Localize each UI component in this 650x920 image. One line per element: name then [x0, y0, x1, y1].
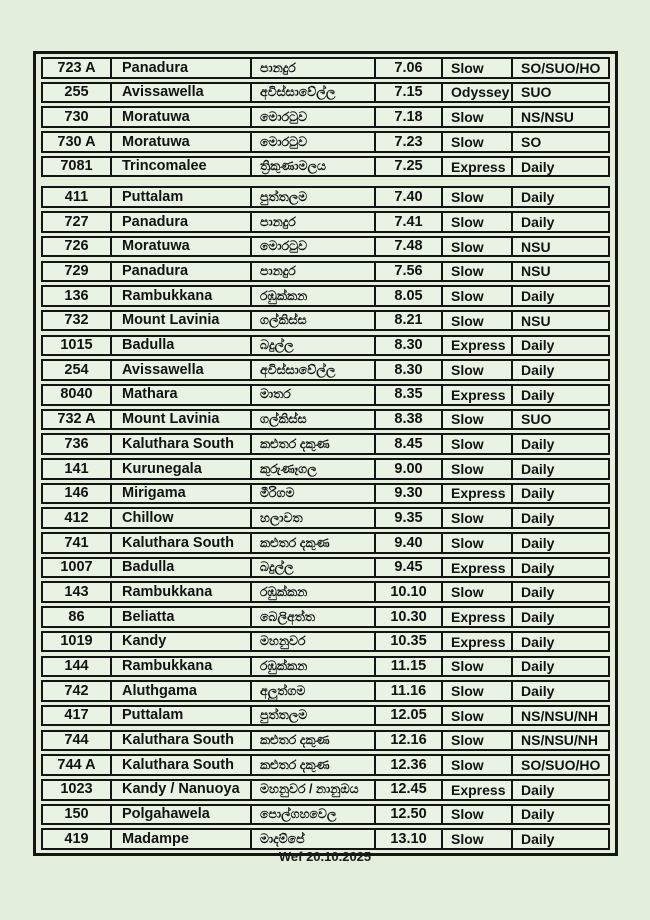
destination-sinhala: කළුතර දකුණ: [252, 756, 376, 774]
destination-english: Moratuwa: [112, 108, 252, 126]
train-number: 730: [43, 108, 112, 126]
table-row: [41, 106, 610, 128]
operating-days: Daily: [521, 658, 555, 675]
train-number: 150: [43, 806, 112, 824]
train-number: 736: [43, 435, 112, 453]
destination-english: Mount Lavinia: [112, 312, 252, 330]
destination-english: Badulla: [112, 337, 252, 355]
operating-days: Daily: [521, 633, 555, 650]
destination-sinhala: පානදුර: [252, 213, 376, 231]
destination-english: Aluthgama: [112, 682, 252, 700]
departure-time: 8.45: [376, 435, 443, 453]
departure-time: 7.23: [376, 133, 443, 151]
train-type: Slow: [443, 756, 513, 774]
departure-time: 8.30: [376, 337, 443, 355]
destination-english: Mount Lavinia: [112, 411, 252, 429]
table-row: [41, 656, 610, 678]
operating-days: Daily: [521, 485, 555, 502]
operating-days: Daily: [521, 287, 555, 304]
departure-time: 12.45: [376, 781, 443, 799]
departure-time: 9.45: [376, 559, 443, 577]
table-row: [41, 754, 610, 776]
table-row: [41, 156, 610, 178]
destination-english: Beliatta: [112, 608, 252, 626]
operating-days: SUO: [521, 411, 552, 428]
destination-sinhala: රඹුක්කන: [252, 287, 376, 305]
operating-days: Daily: [521, 436, 555, 453]
train-type: Slow: [443, 806, 513, 824]
departure-time: 8.05: [376, 287, 443, 305]
table-row: [41, 680, 610, 702]
operating-days: Daily: [521, 510, 555, 527]
operating-days: Daily: [521, 189, 555, 206]
destination-english: Kurunegala: [112, 460, 252, 478]
table-row: [41, 236, 610, 258]
destination-english: Chillow: [112, 509, 252, 527]
destination-sinhala: රඹුක්කන: [252, 658, 376, 676]
operating-days: Daily: [521, 337, 555, 354]
departure-time: 9.35: [376, 509, 443, 527]
train-number: 86: [43, 608, 112, 626]
train-number: 417: [43, 707, 112, 725]
destination-english: Panadura: [112, 263, 252, 281]
departure-time: 9.40: [376, 534, 443, 552]
operating-days: Daily: [521, 608, 555, 625]
destination-sinhala: අලුත්ගම: [252, 682, 376, 700]
train-type: Express: [443, 485, 513, 503]
train-number: 732: [43, 312, 112, 330]
operating-days: Daily: [521, 362, 555, 379]
train-type: Slow: [443, 287, 513, 305]
departure-time: 7.06: [376, 59, 443, 77]
operating-days: Daily: [521, 158, 555, 175]
train-type: Slow: [443, 583, 513, 601]
destination-english: Panadura: [112, 213, 252, 231]
table-row: [41, 57, 610, 79]
departure-time: 12.50: [376, 806, 443, 824]
destination-sinhala: අවිස්සාවේල්ල: [252, 84, 376, 102]
departure-time: 7.48: [376, 238, 443, 256]
table-row: [41, 186, 610, 208]
train-type: Slow: [443, 238, 513, 256]
destination-sinhala: මීරිගම: [252, 485, 376, 503]
operating-days: NSU: [521, 238, 551, 255]
departure-time: 11.16: [376, 682, 443, 700]
destination-sinhala: පොල්ගහවෙල: [252, 806, 376, 824]
train-type: Slow: [443, 435, 513, 453]
train-number: 1007: [43, 559, 112, 577]
destination-english: Kandy: [112, 633, 252, 651]
table-row: [41, 631, 610, 653]
destination-english: Mirigama: [112, 485, 252, 503]
train-number: 254: [43, 361, 112, 379]
departure-time: 8.21: [376, 312, 443, 330]
destination-english: Kandy / Nanuoya: [112, 781, 252, 799]
destination-sinhala: කළුතර දකුණ: [252, 732, 376, 750]
train-type: Express: [443, 608, 513, 626]
train-type: Slow: [443, 509, 513, 527]
departure-time: 7.15: [376, 84, 443, 102]
train-number: 744: [43, 732, 112, 750]
operating-days: Daily: [521, 584, 555, 601]
destination-sinhala: පානදුර: [252, 59, 376, 77]
departure-time: 7.18: [376, 108, 443, 126]
train-number: 411: [43, 188, 112, 206]
operating-days: NS/NSU/NH: [521, 732, 599, 749]
operating-days: NS/NSU: [521, 109, 574, 126]
departure-time: 10.35: [376, 633, 443, 651]
train-number: 143: [43, 583, 112, 601]
train-type: Slow: [443, 830, 513, 848]
table-row: [41, 458, 610, 480]
destination-sinhala: කළුතර දකුණ: [252, 534, 376, 552]
operating-days: NSU: [521, 263, 551, 280]
destination-sinhala: මාතර: [252, 386, 376, 404]
destination-sinhala: මහනුවර: [252, 633, 376, 651]
train-type: Express: [443, 337, 513, 355]
destination-english: Rambukkana: [112, 287, 252, 305]
effective-date: Wef 20.10.2025: [278, 849, 372, 864]
operating-days: NSU: [521, 312, 551, 329]
table-row: [41, 384, 610, 406]
table-row: [41, 261, 610, 283]
destination-sinhala: මොරටුව: [252, 133, 376, 151]
train-number: 146: [43, 485, 112, 503]
train-number: 744 A: [43, 756, 112, 774]
table-row: [41, 606, 610, 628]
departure-time: 9.30: [376, 485, 443, 503]
destination-sinhala: මහනුවර / නානුඔය: [252, 781, 376, 799]
departure-time: 8.30: [376, 361, 443, 379]
departure-time: 7.41: [376, 213, 443, 231]
train-number: 144: [43, 658, 112, 676]
table-row: [41, 310, 610, 332]
train-type: Express: [443, 559, 513, 577]
operating-days: Daily: [521, 559, 555, 576]
train-number: 742: [43, 682, 112, 700]
operating-days: Daily: [521, 781, 555, 798]
table-row: [41, 285, 610, 307]
operating-days: SO: [521, 133, 542, 150]
train-timetable: [33, 51, 618, 856]
train-type: Slow: [443, 59, 513, 77]
departure-time: 12.16: [376, 732, 443, 750]
departure-time: 7.56: [376, 263, 443, 281]
destination-english: Polgahawela: [112, 806, 252, 824]
destination-english: Kaluthara South: [112, 732, 252, 750]
operating-days: Daily: [521, 386, 555, 403]
train-number: 723 A: [43, 59, 112, 77]
operating-days: Daily: [521, 831, 555, 848]
table-row: [41, 409, 610, 431]
table-row: [41, 211, 610, 233]
destination-sinhala: රඹුක්කන: [252, 583, 376, 601]
departure-time: 13.10: [376, 830, 443, 848]
table-row: [41, 804, 610, 826]
train-number: 255: [43, 84, 112, 102]
table-row: [41, 131, 610, 153]
operating-days: SO/SUO/HO: [521, 757, 601, 774]
destination-english: Badulla: [112, 559, 252, 577]
train-number: 732 A: [43, 411, 112, 429]
train-number: 141: [43, 460, 112, 478]
destination-english: Rambukkana: [112, 583, 252, 601]
table-row: [41, 335, 610, 357]
destination-sinhala: ත්‍රිකුණාමලය: [252, 158, 376, 176]
destination-english: Kaluthara South: [112, 534, 252, 552]
destination-english: Mathara: [112, 386, 252, 404]
table-row: [41, 557, 610, 579]
table-row: [41, 359, 610, 381]
train-type: Slow: [443, 460, 513, 478]
table-row: [41, 433, 610, 455]
departure-time: 10.10: [376, 583, 443, 601]
destination-english: Madampe: [112, 830, 252, 848]
train-type: Slow: [443, 658, 513, 676]
train-number: 741: [43, 534, 112, 552]
destination-english: Rambukkana: [112, 658, 252, 676]
table-row: [41, 779, 610, 801]
destination-english: Avissawella: [112, 361, 252, 379]
train-type: Slow: [443, 263, 513, 281]
departure-time: 11.15: [376, 658, 443, 676]
destination-sinhala: මොරටුව: [252, 238, 376, 256]
train-number: 1019: [43, 633, 112, 651]
operating-days: SO/SUO/HO: [521, 59, 601, 76]
destination-sinhala: ගල්කිස්ස: [252, 312, 376, 330]
train-type: Express: [443, 158, 513, 176]
departure-time: 8.38: [376, 411, 443, 429]
train-type: Slow: [443, 411, 513, 429]
departure-time: 12.05: [376, 707, 443, 725]
departure-time: 10.30: [376, 608, 443, 626]
destination-english: Puttalam: [112, 707, 252, 725]
destination-sinhala: බදුල්ල: [252, 559, 376, 577]
destination-english: Puttalam: [112, 188, 252, 206]
train-number: 8040: [43, 386, 112, 404]
operating-days: SUO: [521, 84, 552, 101]
destination-sinhala: කළුතර දකුණ: [252, 435, 376, 453]
train-number: 726: [43, 238, 112, 256]
train-number: 729: [43, 263, 112, 281]
destination-sinhala: මොරටුව: [252, 108, 376, 126]
operating-days: Daily: [521, 534, 555, 551]
train-type: Slow: [443, 361, 513, 379]
departure-time: 9.00: [376, 460, 443, 478]
train-type: Slow: [443, 312, 513, 330]
train-type: Slow: [443, 707, 513, 725]
table-row: [41, 483, 610, 505]
train-number: 727: [43, 213, 112, 231]
destination-sinhala: පුත්තලම: [252, 188, 376, 206]
train-number: 136: [43, 287, 112, 305]
train-type: Slow: [443, 108, 513, 126]
train-number: 412: [43, 509, 112, 527]
train-number: 1023: [43, 781, 112, 799]
destination-sinhala: හලාවත: [252, 509, 376, 527]
operating-days: Daily: [521, 460, 555, 477]
table-row: [41, 705, 610, 727]
destination-sinhala: පුත්තලම: [252, 707, 376, 725]
destination-sinhala: අවිස්සාවේල්ල: [252, 361, 376, 379]
train-type: Slow: [443, 133, 513, 151]
operating-days: Daily: [521, 213, 555, 230]
train-type: Slow: [443, 682, 513, 700]
train-type: Slow: [443, 213, 513, 231]
train-type: Slow: [443, 188, 513, 206]
table-row: [41, 82, 610, 104]
destination-sinhala: බදුල්ල: [252, 337, 376, 355]
destination-english: Avissawella: [112, 84, 252, 102]
table-row: [41, 507, 610, 529]
departure-time: 12.36: [376, 756, 443, 774]
train-type: Odyssey: [443, 84, 513, 102]
destination-sinhala: බෙලිඅත්ත: [252, 608, 376, 626]
table-row: [41, 581, 610, 603]
train-type: Express: [443, 633, 513, 651]
destination-english: Panadura: [112, 59, 252, 77]
train-type: Slow: [443, 732, 513, 750]
table-row: [41, 730, 610, 752]
destination-english: Trincomalee: [112, 158, 252, 176]
departure-time: 8.35: [376, 386, 443, 404]
operating-days: Daily: [521, 806, 555, 823]
table-row: [41, 532, 610, 554]
train-type: Slow: [443, 534, 513, 552]
table-row: [41, 828, 610, 850]
train-number: 1015: [43, 337, 112, 355]
operating-days: Daily: [521, 682, 555, 699]
destination-english: Kaluthara South: [112, 756, 252, 774]
destination-english: Moratuwa: [112, 238, 252, 256]
train-number: 419: [43, 830, 112, 848]
destination-english: Moratuwa: [112, 133, 252, 151]
operating-days: NS/NSU/NH: [521, 707, 599, 724]
train-type: Express: [443, 386, 513, 404]
destination-english: Kaluthara South: [112, 435, 252, 453]
destination-sinhala: පානදුර: [252, 263, 376, 281]
destination-sinhala: කුරුණෑගල: [252, 460, 376, 478]
train-type: Express: [443, 781, 513, 799]
destination-sinhala: ගල්කිස්ස: [252, 411, 376, 429]
train-number: 730 A: [43, 133, 112, 151]
train-number: 7081: [43, 158, 112, 176]
destination-sinhala: මාදම්පේ: [252, 830, 376, 848]
departure-time: 7.40: [376, 188, 443, 206]
departure-time: 7.25: [376, 158, 443, 176]
